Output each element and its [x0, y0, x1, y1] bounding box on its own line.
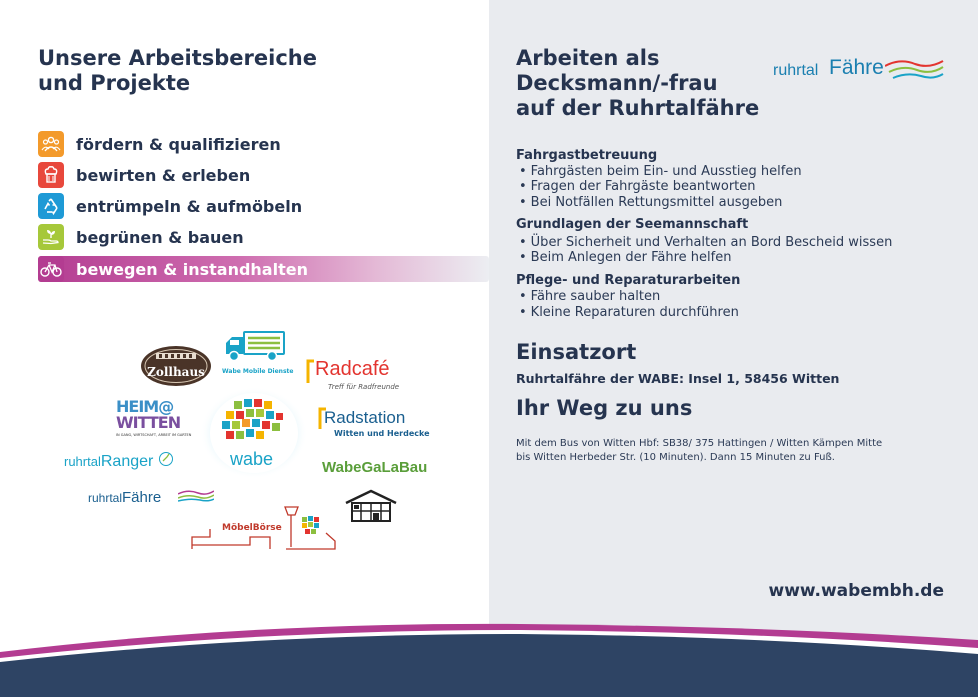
route-line-1: Mit dem Bus von Witten Hbf: SB38/ 375 Hattingen / Witten Kämpen Mitte: [516, 438, 883, 449]
bicycle-icon: [38, 256, 64, 282]
faehre-small-name: Fähre: [122, 489, 162, 506]
radstation-subtitle: Witten und Herdecke: [334, 429, 430, 438]
barn-icon: [344, 489, 398, 523]
right-title: [516, 46, 776, 121]
radcafe-subtitle: Treff für Radfreunde: [328, 383, 400, 391]
heimat-witten-logo: [116, 397, 192, 447]
area-item-bewegen: [38, 256, 489, 282]
people-icon: [38, 131, 64, 157]
galabau-text: WabeGaLaBau: [322, 459, 428, 476]
footer-wave: [0, 600, 978, 697]
radstation-title: Radstation: [324, 408, 406, 427]
faehre-small-prefix: ruhrtal: [88, 491, 123, 505]
ranger-name: Ranger: [100, 453, 154, 470]
section-heading-fahrgast: Fahrgastbetreuung: [516, 148, 658, 163]
right-title-line2: Decksmann/-frau: [516, 71, 718, 95]
left-title-line2: und Projekte: [38, 71, 191, 95]
ruhrtal-faehre-brand-logo: [773, 56, 943, 90]
area-label-begruenen: begrünen & bauen: [76, 227, 244, 247]
brand-name: Fähre: [829, 56, 884, 79]
left-title-line1: Unsere Arbeitsbereiche: [38, 46, 317, 70]
heimat-top: HEIM@: [116, 397, 174, 416]
right-title-line1: Arbeiten als: [516, 46, 660, 70]
bullet-seemannschaft-1: • Über Sicherheit und Verhalten an Bord Bescheid wissen: [519, 235, 892, 250]
route-line-2: bis Witten Herbeder Str. (10 Minuten). Dann 15 Minuten zu Fuß.: [516, 452, 835, 463]
area-label-foerdern: fördern & qualifizieren: [76, 134, 281, 154]
ruhrtal-ranger-logo: [64, 451, 190, 477]
wabe-logo: [200, 387, 308, 479]
area-item-begruenen: [38, 224, 244, 250]
area-item-entruempeln: [38, 193, 302, 219]
zollhaus-text: Zollhaus: [147, 365, 205, 379]
left-title: [38, 46, 368, 96]
area-label-entruempeln: entrümpeln & aufmöbeln: [76, 196, 303, 216]
radcafe-logo: [306, 357, 406, 395]
heimat-bottom: WITTEN: [116, 413, 181, 432]
barn-logo: [344, 489, 398, 523]
section-heading-seemannschaft: Grundlagen der Seemannschaft: [516, 217, 749, 232]
mobile-dienste-text: Wabe Mobile Dienste: [222, 368, 294, 375]
area-item-foerdern: [38, 131, 281, 157]
radcafe-title: Radcafé: [315, 358, 390, 380]
bullet-fahrgast-3: • Bei Notfällen Rettungsmittel ausgeben: [519, 195, 782, 210]
bullet-fahrgast-2: • Fragen der Fahrgäste beantworten: [519, 179, 756, 194]
bullet-seemannschaft-2: • Beim Anlegen der Fähre helfen: [519, 250, 731, 265]
brand-wave-icon: [885, 58, 945, 86]
right-title-line3: auf der Ruhrtalfähre: [516, 96, 760, 120]
moebelboerse-text: MöbelBörse: [222, 523, 282, 533]
einsatzort-address: Ruhrtalfähre der WABE: Insel 1, 58456 Witten: [516, 371, 840, 386]
wabe-galabau-logo: [322, 457, 432, 479]
project-logo-cluster: [60, 325, 440, 555]
area-label-bewirten: bewirten & erleben: [76, 165, 251, 185]
website-link[interactable]: www.wabembh.de: [768, 581, 944, 601]
bullet-pflege-2: • Kleine Reparaturen durchführen: [519, 305, 739, 320]
radstation-logo: [318, 407, 430, 443]
section-heading-pflege: Pflege- und Reparaturarbeiten: [516, 273, 741, 288]
brand-prefix: ruhrtal: [773, 62, 819, 79]
einsatzort-heading: Einsatzort: [516, 340, 637, 364]
area-item-bewirten: [38, 162, 250, 188]
heimat-subtitle: IN GANG, WIRTSCHAFT, ARBEIT IM GARTEN: [116, 433, 192, 437]
ranger-prefix: ruhrtal: [64, 454, 101, 469]
weg-heading: Ihr Weg zu uns: [516, 396, 693, 420]
moebelboerse-logo: [190, 501, 338, 553]
compass-icon: [158, 451, 174, 467]
truck-icon: [222, 329, 288, 363]
mobile-dienste-logo: [222, 329, 302, 373]
bullet-pflege-1: • Fähre sauber halten: [519, 289, 660, 304]
bullet-fahrgast-1: • Fahrgästen beim Ein- und Ausstieg helfen: [519, 164, 802, 179]
chef-icon: [38, 162, 64, 188]
wabe-text: wabe: [230, 449, 274, 469]
plant-hand-icon: [38, 224, 64, 250]
recycle-icon: [38, 193, 64, 219]
area-label-bewegen: bewegen & instandhalten: [76, 259, 308, 279]
route-description: [516, 437, 916, 465]
zollhaus-logo: [140, 345, 212, 387]
